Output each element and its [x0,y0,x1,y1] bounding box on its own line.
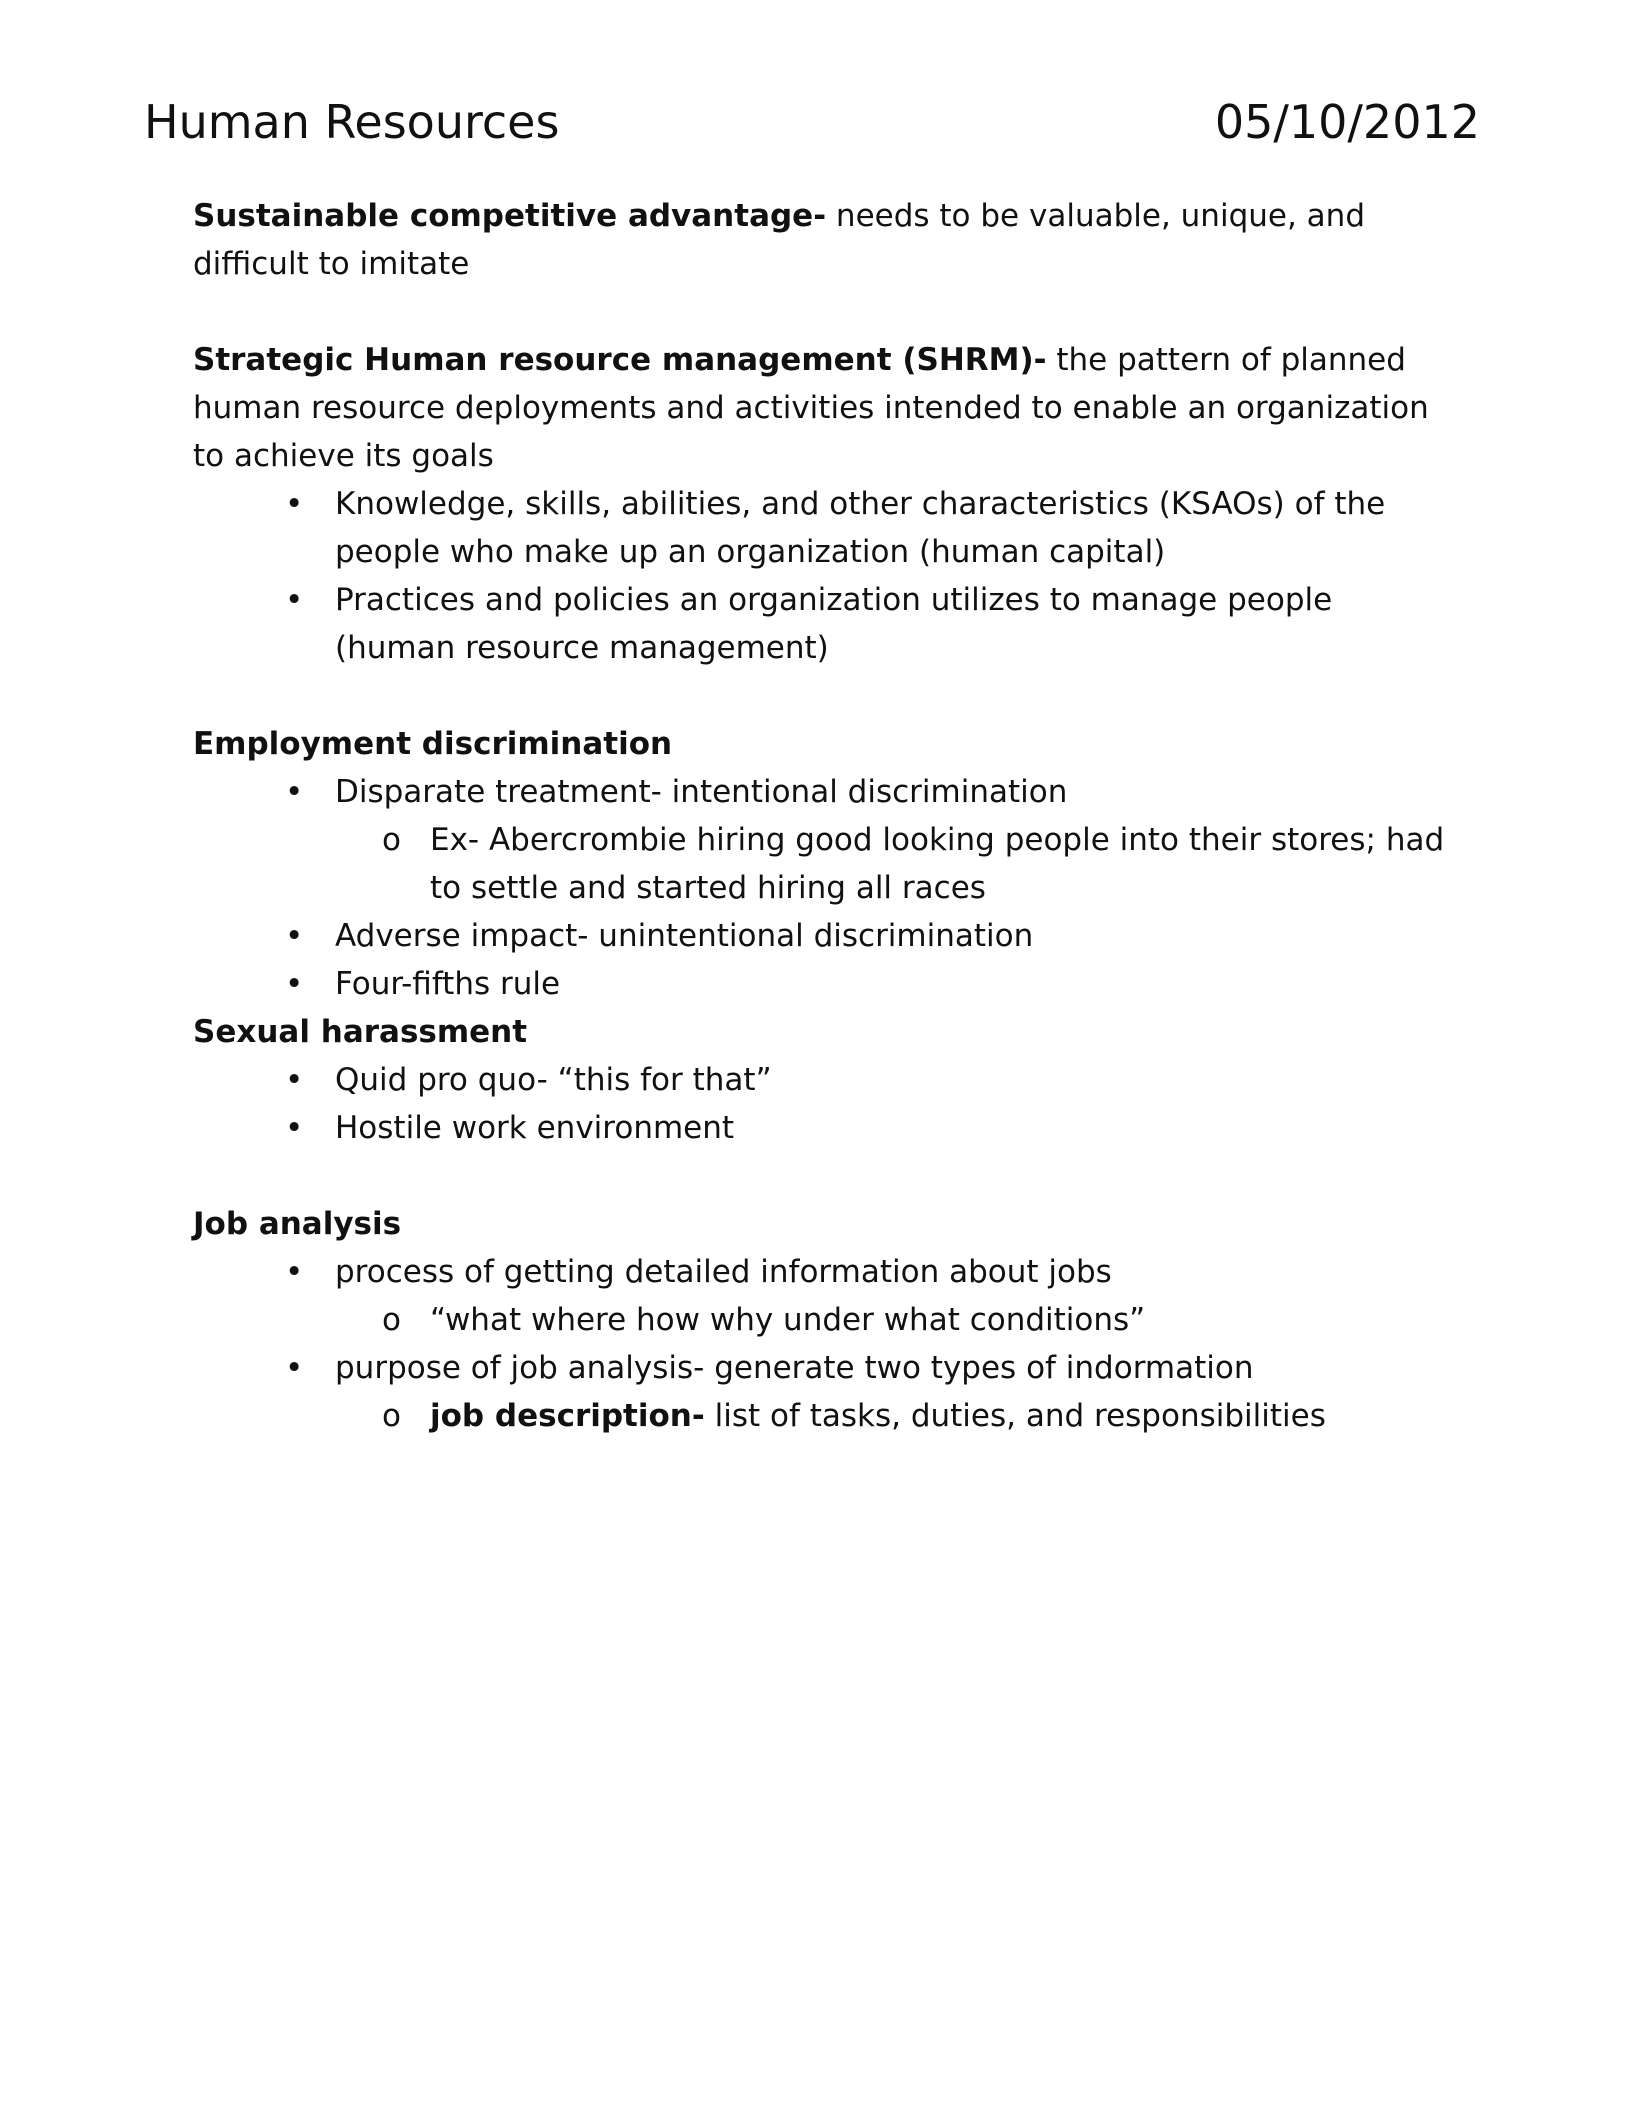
sexual-harassment-heading: Sexual harassment [193,1014,528,1050]
sca-term: Sustainable competitive advantage- [193,198,827,234]
list-item [193,912,1453,960]
list-item [193,576,1453,672]
list-item-text: Knowledge, skills, abilities, and other characteristics (KSAOs) of the people who make up an organization (human capital) [335,486,1386,570]
shrm-paragraph [193,336,1453,480]
spacer [193,672,1453,720]
list-item [193,960,1453,1008]
document-body [193,192,1453,1440]
list-item [193,1056,1453,1104]
bullet-icon: • [285,774,304,810]
list-item-text: Quid pro quo- “this for that” [335,1062,772,1098]
shrm-list [193,480,1453,672]
spacer [193,1152,1453,1200]
list-item [193,1344,1453,1440]
list-item-text: Adverse impact- unintentional discrimination [335,918,1034,954]
list-item-text: process of getting detailed information about jobs [335,1254,1112,1290]
circle-bullet-icon: o [382,1398,401,1434]
list-item-text: Disparate treatment- intentional discrimination [335,774,1068,810]
circle-bullet-icon: o [382,1302,401,1338]
sub-list [335,1296,1453,1344]
bullet-icon: • [285,918,304,954]
employment-discrimination-list [193,768,1453,1008]
sub-list [335,1392,1453,1440]
bullet-icon: • [285,1110,304,1146]
page-header [144,92,1480,152]
sub-list-item [334,1296,1453,1344]
list-item [193,768,1453,912]
spacer [193,288,1453,336]
bullet-icon: • [285,1254,304,1290]
sca-definition: needs to be valuable, unique, and difficult to imitate [193,198,1365,282]
list-item-text: Practices and policies an organization utilizes to manage people (human resource management) [335,582,1333,666]
shrm-term: Strategic Human resource management (SHRM)- [193,342,1047,378]
bullet-icon: • [285,1350,304,1386]
shrm-definition: the pattern of planned human resource deployments and activities intended to enable an organization to achieve its goals [193,342,1429,474]
bullet-icon: • [285,1062,304,1098]
bullet-icon: • [285,966,304,1002]
page-date: 05/10/2012 [1214,95,1480,149]
sca-paragraph [193,192,1453,288]
circle-bullet-icon: o [382,822,401,858]
job-analysis-heading: Job analysis [193,1206,402,1242]
sub-list-item-text: “what where how why under what conditions” [430,1302,1146,1338]
list-item-text: Four-fifths rule [335,966,561,1002]
bullet-icon: • [285,582,304,618]
job-description-term: job description- [430,1398,705,1434]
bullet-icon: • [285,486,304,522]
sub-list-item-text: Ex- Abercrombie hiring good looking people into their stores; had to settle and started hiring all races [430,822,1445,906]
list-item [193,1248,1453,1344]
sub-list-item [334,1392,1453,1440]
sub-list-item [334,816,1453,912]
employment-discrimination-heading: Employment discrimination [193,726,673,762]
sexual-harassment-list [193,1056,1453,1152]
sub-list [335,816,1453,912]
job-analysis-list [193,1248,1453,1440]
list-item-text: purpose of job analysis- generate two types of indormation [335,1350,1254,1386]
page-title: Human Resources [144,95,560,149]
job-description-text: list of tasks, duties, and responsibilities [704,1398,1326,1434]
list-item [193,1104,1453,1152]
list-item-text: Hostile work environment [335,1110,735,1146]
list-item [193,480,1453,576]
